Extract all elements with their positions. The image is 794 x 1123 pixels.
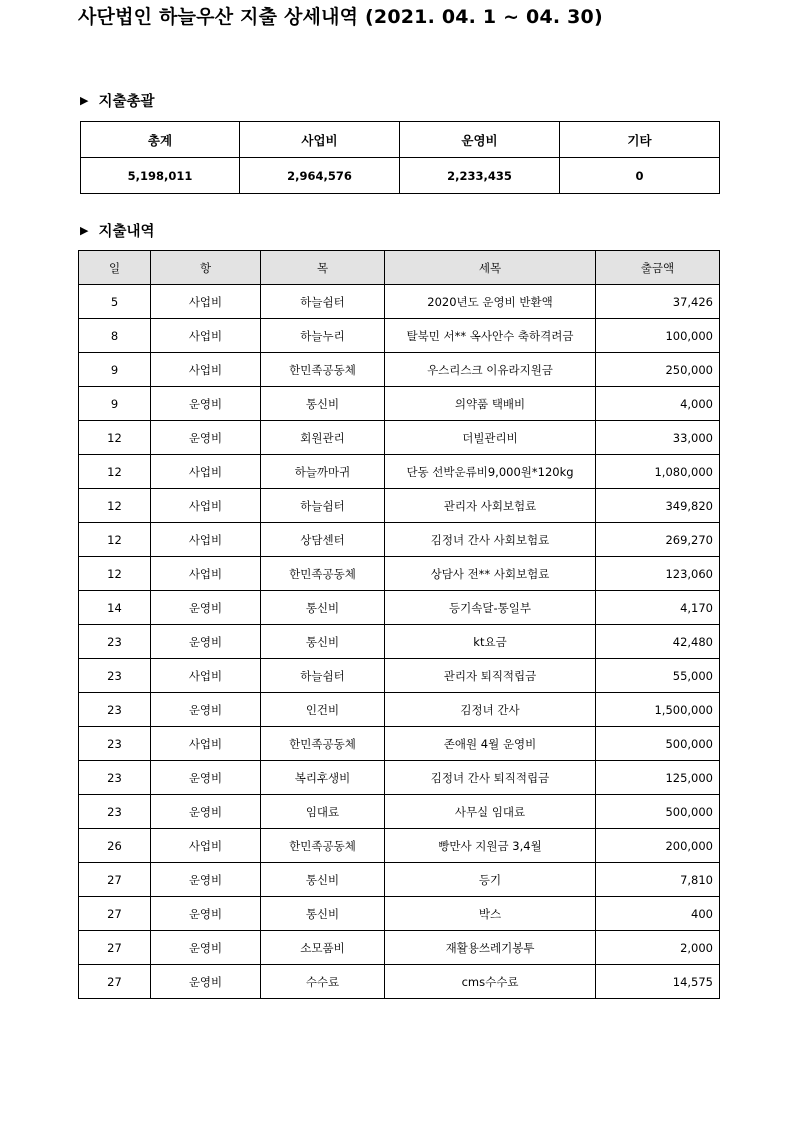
cell-amount: 123,060 bbox=[596, 557, 720, 591]
cell-day: 12 bbox=[79, 421, 151, 455]
detail-section-label: 지출내역 bbox=[98, 224, 155, 240]
cell-item: 사업비 bbox=[151, 557, 261, 591]
cell-subcategory: 김정녀 간사 퇴직적립금 bbox=[385, 761, 596, 795]
summary-table bbox=[80, 121, 720, 194]
summary-header-total: 총계 bbox=[81, 122, 240, 158]
cell-item: 운영비 bbox=[151, 625, 261, 659]
cell-subcategory: 등기 bbox=[385, 863, 596, 897]
detail-header-day: 일 bbox=[79, 251, 151, 285]
cell-subcategory: 김정녀 간사 bbox=[385, 693, 596, 727]
cell-item: 사업비 bbox=[151, 829, 261, 863]
cell-item: 사업비 bbox=[151, 727, 261, 761]
summary-value-business: 2,964,576 bbox=[240, 158, 400, 194]
cell-item: 사업비 bbox=[151, 319, 261, 353]
cell-amount: 4,170 bbox=[596, 591, 720, 625]
cell-day: 23 bbox=[79, 693, 151, 727]
detail-table bbox=[78, 250, 720, 999]
summary-header-other: 기타 bbox=[560, 122, 720, 158]
detail-header-amount: 출금액 bbox=[596, 251, 720, 285]
cell-item: 사업비 bbox=[151, 455, 261, 489]
cell-amount: 1,080,000 bbox=[596, 455, 720, 489]
summary-section-label: 지출총괄 bbox=[98, 94, 155, 110]
table-row bbox=[79, 455, 720, 489]
cell-item: 운영비 bbox=[151, 965, 261, 999]
cell-category: 소모품비 bbox=[261, 931, 385, 965]
cell-category: 통신비 bbox=[261, 591, 385, 625]
cell-subcategory: 더빌관리비 bbox=[385, 421, 596, 455]
cell-subcategory: cms수수료 bbox=[385, 965, 596, 999]
cell-category: 통신비 bbox=[261, 387, 385, 421]
cell-amount: 269,270 bbox=[596, 523, 720, 557]
summary-value-operating: 2,233,435 bbox=[400, 158, 560, 194]
detail-header-item: 항 bbox=[151, 251, 261, 285]
summary-header-operating: 운영비 bbox=[400, 122, 560, 158]
table-row bbox=[79, 319, 720, 353]
cell-category: 임대료 bbox=[261, 795, 385, 829]
cell-day: 12 bbox=[79, 455, 151, 489]
cell-day: 9 bbox=[79, 387, 151, 421]
cell-subcategory: 등기속달-통일부 bbox=[385, 591, 596, 625]
cell-item: 운영비 bbox=[151, 931, 261, 965]
table-row bbox=[79, 387, 720, 421]
cell-amount: 1,500,000 bbox=[596, 693, 720, 727]
cell-category: 회원관리 bbox=[261, 421, 385, 455]
cell-category: 하늘쉼터 bbox=[261, 285, 385, 319]
cell-day: 23 bbox=[79, 795, 151, 829]
cell-day: 27 bbox=[79, 897, 151, 931]
cell-subcategory: 단동 선박운류비9,000원*120kg bbox=[385, 455, 596, 489]
cell-category: 수수료 bbox=[261, 965, 385, 999]
cell-category: 인건비 bbox=[261, 693, 385, 727]
cell-item: 운영비 bbox=[151, 795, 261, 829]
detail-header-subcategory: 세목 bbox=[385, 251, 596, 285]
cell-subcategory: 존애원 4월 운영비 bbox=[385, 727, 596, 761]
summary-header-business: 사업비 bbox=[240, 122, 400, 158]
cell-item: 운영비 bbox=[151, 387, 261, 421]
cell-amount: 4,000 bbox=[596, 387, 720, 421]
cell-day: 12 bbox=[79, 523, 151, 557]
cell-amount: 37,426 bbox=[596, 285, 720, 319]
cell-category: 통신비 bbox=[261, 625, 385, 659]
table-row bbox=[79, 965, 720, 999]
summary-header-row bbox=[81, 122, 720, 158]
table-row bbox=[79, 829, 720, 863]
table-row bbox=[79, 659, 720, 693]
table-row bbox=[79, 761, 720, 795]
table-row bbox=[79, 795, 720, 829]
cell-day: 27 bbox=[79, 965, 151, 999]
cell-subcategory: 사무실 임대료 bbox=[385, 795, 596, 829]
cell-subcategory: 관리자 퇴직적립금 bbox=[385, 659, 596, 693]
cell-amount: 55,000 bbox=[596, 659, 720, 693]
cell-category: 복리후생비 bbox=[261, 761, 385, 795]
table-row bbox=[79, 489, 720, 523]
table-row bbox=[79, 591, 720, 625]
cell-day: 14 bbox=[79, 591, 151, 625]
cell-amount: 400 bbox=[596, 897, 720, 931]
summary-value-other: 0 bbox=[560, 158, 720, 194]
cell-day: 8 bbox=[79, 319, 151, 353]
table-row bbox=[79, 727, 720, 761]
cell-subcategory: 탈북민 서** 옥사안수 축하격려금 bbox=[385, 319, 596, 353]
cell-category: 한민족공동체 bbox=[261, 557, 385, 591]
table-row bbox=[79, 897, 720, 931]
cell-item: 사업비 bbox=[151, 489, 261, 523]
cell-amount: 250,000 bbox=[596, 353, 720, 387]
cell-day: 12 bbox=[79, 557, 151, 591]
cell-subcategory: 관리자 사회보험료 bbox=[385, 489, 596, 523]
table-row bbox=[79, 353, 720, 387]
cell-item: 운영비 bbox=[151, 863, 261, 897]
cell-amount: 2,000 bbox=[596, 931, 720, 965]
page-title: 사단법인 하늘우산 지출 상세내역 (2021. 04. 1 ~ 04. 30) bbox=[78, 6, 603, 28]
cell-category: 하늘까마귀 bbox=[261, 455, 385, 489]
table-row bbox=[79, 523, 720, 557]
cell-subcategory: 박스 bbox=[385, 897, 596, 931]
cell-item: 운영비 bbox=[151, 897, 261, 931]
cell-category: 한민족공동체 bbox=[261, 353, 385, 387]
cell-subcategory: 우스리스크 이유라지원금 bbox=[385, 353, 596, 387]
table-row bbox=[79, 693, 720, 727]
cell-item: 운영비 bbox=[151, 693, 261, 727]
summary-value-row bbox=[81, 158, 720, 194]
table-row bbox=[79, 421, 720, 455]
cell-category: 한민족공동체 bbox=[261, 829, 385, 863]
cell-amount: 42,480 bbox=[596, 625, 720, 659]
table-row bbox=[79, 625, 720, 659]
detail-section-heading bbox=[80, 220, 155, 241]
detail-table-body bbox=[79, 285, 720, 999]
table-row bbox=[79, 285, 720, 319]
cell-item: 운영비 bbox=[151, 761, 261, 795]
cell-amount: 500,000 bbox=[596, 795, 720, 829]
cell-category: 통신비 bbox=[261, 863, 385, 897]
cell-amount: 500,000 bbox=[596, 727, 720, 761]
cell-subcategory: 2020년도 운영비 반환액 bbox=[385, 285, 596, 319]
cell-day: 23 bbox=[79, 761, 151, 795]
cell-day: 9 bbox=[79, 353, 151, 387]
cell-day: 5 bbox=[79, 285, 151, 319]
cell-item: 사업비 bbox=[151, 659, 261, 693]
cell-amount: 7,810 bbox=[596, 863, 720, 897]
cell-day: 23 bbox=[79, 727, 151, 761]
triangle-bullet-icon: ▶ bbox=[80, 224, 89, 237]
cell-day: 27 bbox=[79, 863, 151, 897]
table-row bbox=[79, 863, 720, 897]
cell-day: 23 bbox=[79, 659, 151, 693]
cell-day: 27 bbox=[79, 931, 151, 965]
cell-amount: 125,000 bbox=[596, 761, 720, 795]
cell-subcategory: 의약품 택배비 bbox=[385, 387, 596, 421]
cell-category: 한민족공동체 bbox=[261, 727, 385, 761]
cell-item: 사업비 bbox=[151, 523, 261, 557]
table-row bbox=[79, 557, 720, 591]
cell-amount: 200,000 bbox=[596, 829, 720, 863]
cell-day: 26 bbox=[79, 829, 151, 863]
cell-category: 하늘누리 bbox=[261, 319, 385, 353]
table-row bbox=[79, 931, 720, 965]
cell-category: 상담센터 bbox=[261, 523, 385, 557]
cell-item: 운영비 bbox=[151, 591, 261, 625]
triangle-bullet-icon: ▶ bbox=[80, 94, 89, 107]
cell-amount: 100,000 bbox=[596, 319, 720, 353]
cell-subcategory: 빵만사 지원금 3,4월 bbox=[385, 829, 596, 863]
cell-category: 하늘쉼터 bbox=[261, 489, 385, 523]
cell-item: 사업비 bbox=[151, 285, 261, 319]
cell-item: 사업비 bbox=[151, 353, 261, 387]
cell-amount: 33,000 bbox=[596, 421, 720, 455]
detail-header-row bbox=[79, 251, 720, 285]
cell-subcategory: kt요금 bbox=[385, 625, 596, 659]
cell-subcategory: 재활용쓰레기봉투 bbox=[385, 931, 596, 965]
summary-section-heading bbox=[80, 90, 155, 111]
cell-day: 23 bbox=[79, 625, 151, 659]
cell-item: 운영비 bbox=[151, 421, 261, 455]
cell-subcategory: 상담사 전** 사회보험료 bbox=[385, 557, 596, 591]
detail-header-category: 목 bbox=[261, 251, 385, 285]
cell-amount: 349,820 bbox=[596, 489, 720, 523]
cell-category: 통신비 bbox=[261, 897, 385, 931]
cell-day: 12 bbox=[79, 489, 151, 523]
summary-value-total: 5,198,011 bbox=[81, 158, 240, 194]
cell-amount: 14,575 bbox=[596, 965, 720, 999]
cell-subcategory: 김정녀 간사 사회보험료 bbox=[385, 523, 596, 557]
cell-category: 하늘쉼터 bbox=[261, 659, 385, 693]
